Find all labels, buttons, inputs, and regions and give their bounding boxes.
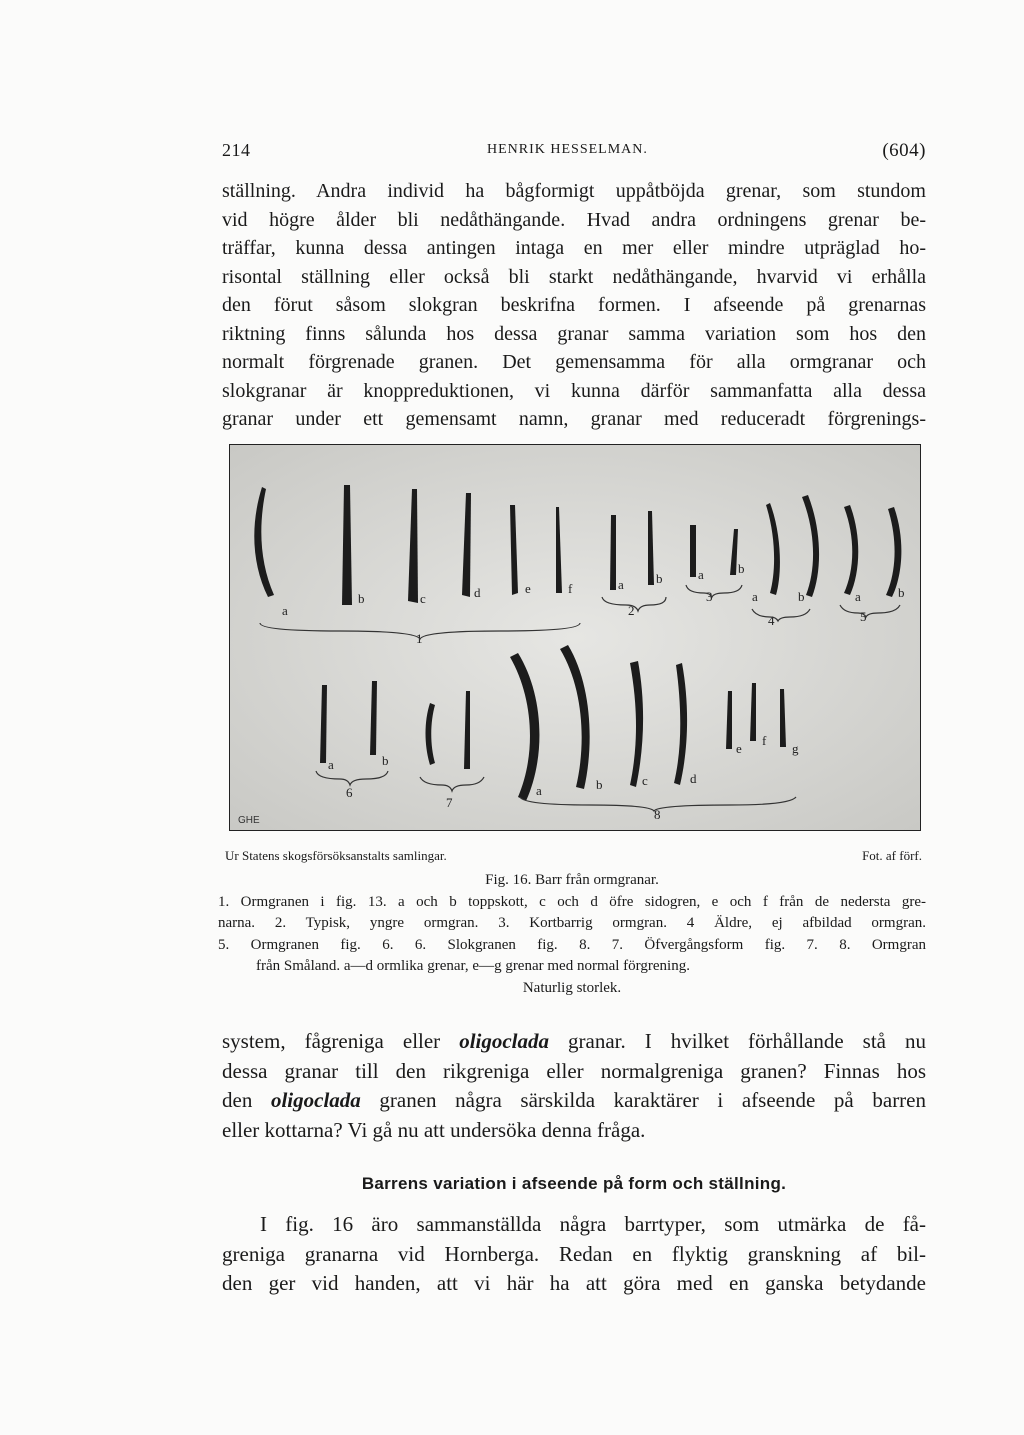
- needle-label: e: [736, 741, 742, 756]
- original-page-number: (604): [882, 140, 926, 161]
- needle-label: b: [798, 589, 805, 604]
- group-number: 5: [860, 609, 867, 624]
- caption-line: narna. 2. Typisk, yngre ormgran. 3. Kortbarrig ormgran. 4 Äldre, ej afbildad ormgran.: [218, 915, 926, 931]
- text-run: system, fågreniga eller: [222, 1029, 460, 1053]
- needle: [610, 515, 616, 590]
- needle-label: g: [792, 741, 799, 756]
- caption-scale-note: Naturlig storlek.: [522, 979, 622, 996]
- text-line: slokgranar är knoppreduktionen, vi kunna därför sammanfatta alla dessa: [222, 379, 926, 402]
- needle-label: a: [536, 783, 542, 798]
- needle-label: d: [690, 771, 697, 786]
- needle-label: a: [328, 757, 334, 772]
- needle-label: f: [762, 733, 767, 748]
- page-number: 214: [222, 140, 251, 160]
- text-line: den förut såsom slokgran beskrifna formen. I afseende på grenarnas: [222, 294, 926, 316]
- paragraph-3: [222, 1210, 926, 1299]
- group-number: 3: [706, 589, 713, 604]
- italic-term: oligoclada: [270, 1088, 361, 1112]
- caption-line: från Småland. a—d ormlika grenar, e—g grenar med normal förgrening.: [256, 958, 690, 974]
- group-number: 1: [416, 631, 423, 646]
- group-number: 6: [346, 785, 353, 800]
- caption-title: Fig. 16. Barr från ormgranar.: [485, 872, 659, 888]
- author-name: HENRIK HESSELMAN.: [487, 142, 648, 157]
- text-line: riktning finns sålunda hos dessa granar samma variation som hos den: [222, 322, 926, 345]
- needle-label: a: [618, 577, 624, 592]
- needle-label: b: [382, 753, 389, 768]
- text-run: den: [222, 1088, 271, 1112]
- text-line: normalt förgrenade granen. Det gemensamma för alla ormgranar och: [222, 351, 926, 373]
- paragraph-2: [222, 1027, 926, 1145]
- text-line: eller kottarna? Vi gå nu att undersöka denna fråga.: [222, 1117, 646, 1142]
- needle-photograph: [229, 444, 921, 831]
- caption-line: 5. Ormgranen fig. 6. 6. Slokgranen fig. 8. 7. Öfvergångsform fig. 7. 8. Ormgran: [218, 936, 926, 953]
- italic-term: oligoclada: [459, 1029, 550, 1053]
- text-line: risontal ställning eller också bli starkt nedåthängande, hvarvid vi erhålla: [222, 265, 926, 288]
- needle-label: b: [898, 585, 905, 600]
- running-head: [222, 140, 926, 166]
- text-line: träffar, kunna dessa antingen intaga en mer eller mindre utpräglad ho-: [222, 237, 926, 259]
- needle-label: b: [358, 591, 365, 606]
- text-line: [222, 1086, 926, 1116]
- needle-label: f: [568, 581, 573, 596]
- text-run: granar. I hvilket förhållande stå nu: [549, 1029, 927, 1053]
- needle: [690, 525, 696, 577]
- needle-label: b: [596, 777, 603, 792]
- text-line: vid högre ålder bli nedåthängande. Hvad andra ordningens grenar be-: [222, 208, 926, 231]
- text-line: ställning. Andra individ ha bågformigt uppåtböjda grenar, som stundom: [222, 180, 926, 202]
- needle-label: c: [420, 591, 426, 606]
- text-line: I fig. 16 äro sammanställda några barrtyper, som utmärka de få-: [260, 1212, 926, 1236]
- needle-label: a: [282, 603, 288, 618]
- engraver-signature: GHE: [238, 815, 260, 826]
- needle-label: e: [525, 581, 531, 596]
- group-number: 7: [446, 795, 453, 810]
- paragraph-1: [222, 177, 926, 434]
- needle-label: d: [474, 585, 481, 600]
- text-line: dessa granar till den rikgreniga eller normalgreniga granen? Finnas hos: [222, 1058, 926, 1083]
- needle-label: c: [642, 773, 648, 788]
- needle-label: a: [855, 589, 861, 604]
- text-line: [222, 1027, 926, 1057]
- text-line: den ger vid handen, att vi här ha att göra med en ganska betydande: [222, 1271, 926, 1295]
- needle-label: a: [752, 589, 758, 604]
- text-run: granen några särskilda karaktärer i afseende på barren: [360, 1088, 927, 1112]
- text-line: greniga granarna vid Hornberga. Redan en flyktig granskning af bil-: [222, 1241, 926, 1266]
- collection-credit: Ur Statens skogsförsöksanstalts samlingar.: [225, 848, 447, 863]
- figure-caption: [218, 870, 926, 999]
- needle-label: a: [698, 567, 704, 582]
- group-number: 4: [768, 613, 775, 628]
- group-number: 2: [628, 603, 635, 618]
- needle-illustration: [230, 445, 920, 830]
- group-number: 8: [654, 807, 661, 822]
- caption-line: 1. Ormgranen i fig. 13. a och b toppskott, c och d öfre sidogren, e och f från de nedersta gre-: [218, 893, 926, 910]
- text-line: granar under ett gemensamt namn, granar med reduceradt förgrenings-: [222, 408, 926, 430]
- needle-label: b: [738, 561, 745, 576]
- needle-label: b: [656, 571, 663, 586]
- photographer-credit: Fot. af förf.: [862, 848, 922, 863]
- section-heading: Barrens variation i afseende på form och ställning.: [361, 1174, 787, 1193]
